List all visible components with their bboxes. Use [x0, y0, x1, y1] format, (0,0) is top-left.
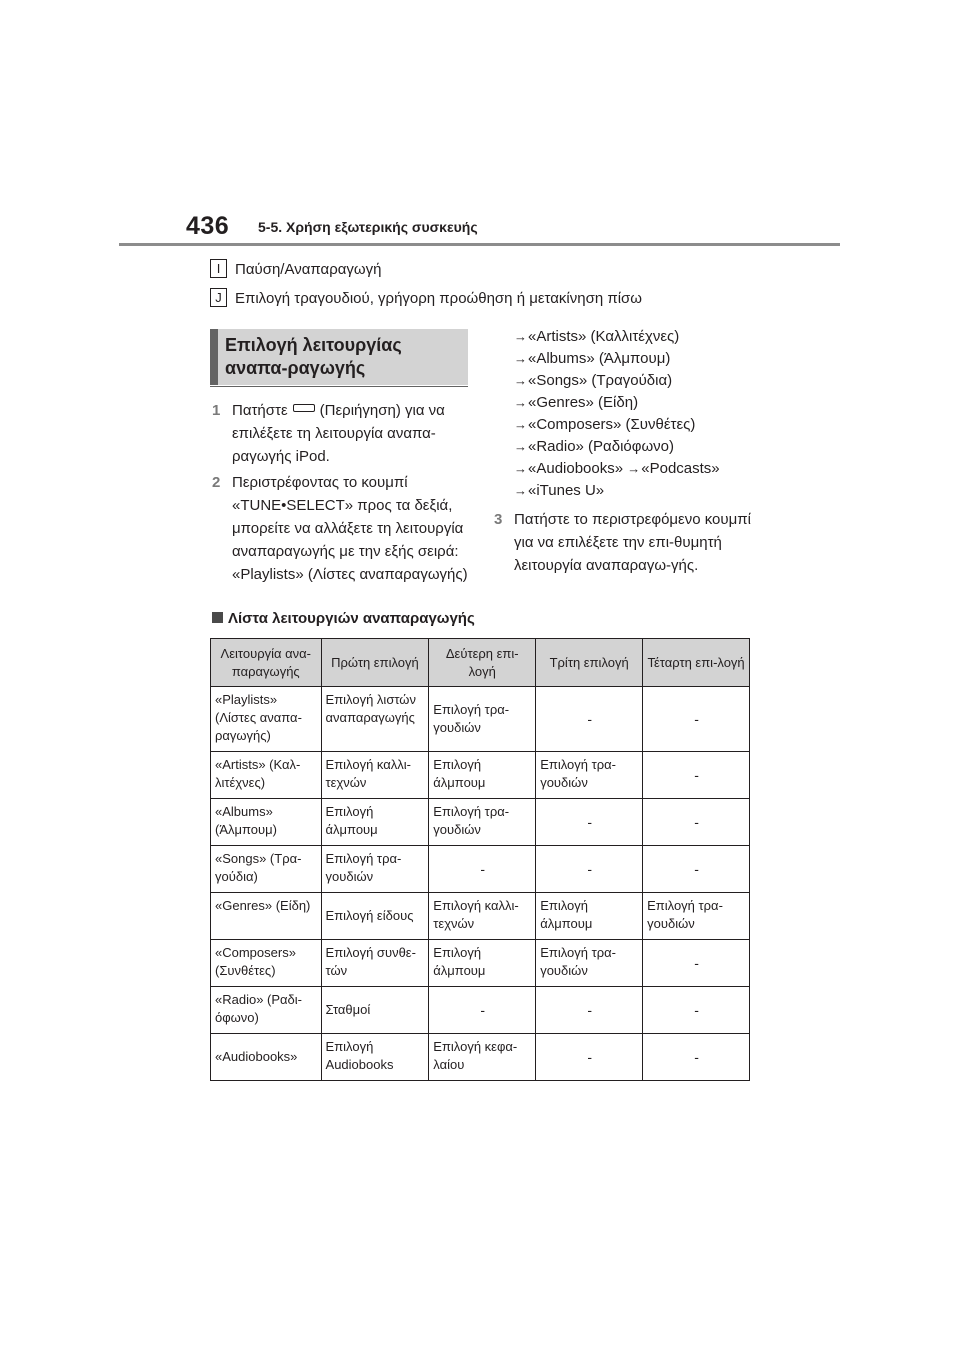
table-cell: Επιλογή καλλι-τεχνών	[429, 893, 536, 940]
column-header: Πρώτη επιλογή	[321, 639, 429, 687]
arrow-icon: →	[514, 483, 527, 498]
order-item: →«Audiobooks» →«Podcasts»	[514, 460, 720, 477]
table-cell: Επιλογή τρα-γουδιών	[536, 752, 643, 799]
table-row	[211, 893, 750, 940]
square-bullet-icon	[212, 612, 223, 623]
table-cell: Επιλογή λιστών αναπαραγωγής	[321, 687, 429, 752]
page-number: 436	[186, 212, 230, 240]
order-item: →«Radio» (Ραδιόφωνο)	[514, 438, 675, 455]
step-text: Περιστρέφοντας το κουμπί «TUNE•SELECT» προς τα δεξιά, μπορείτε να αλλάξετε τη λειτουργία αναπαραγωγής με την εξής σειρά: «Playlists» (Λίστες αναπαραγωγής)	[232, 474, 468, 583]
order-item: →«iTunes U»	[514, 482, 605, 499]
callout-label-j: J	[210, 288, 227, 307]
table-row	[211, 799, 750, 846]
legend-item-pause	[210, 259, 381, 278]
section-heading-box	[210, 329, 468, 385]
table-row	[211, 940, 750, 987]
table-cell: Επιλογή καλλι-τεχνών	[321, 752, 429, 799]
browse-button-icon	[293, 404, 315, 412]
arrow-icon: →	[514, 373, 527, 388]
arrow-icon: →	[514, 417, 527, 432]
column-header: Τρίτη επιλογή	[536, 639, 643, 687]
table-cell: Επιλογή τρα-γουδιών	[429, 687, 536, 752]
table-cell: Επιλογή κεφα-λαίου	[429, 1034, 536, 1081]
callout-label-i: I	[210, 259, 227, 278]
table-cell: Επιλογή τρα-γουδιών	[643, 893, 750, 940]
table-cell: -	[429, 987, 536, 1034]
table-row	[211, 846, 750, 893]
table-row	[211, 687, 750, 752]
table-cell: «Composers» (Συνθέτες)	[211, 940, 322, 987]
table-header-row	[211, 639, 750, 687]
order-item: →«Composers» (Συνθέτες)	[514, 416, 696, 433]
table-cell: Επιλογή συνθε-τών	[321, 940, 429, 987]
arrow-icon: →	[514, 461, 527, 476]
table-cell: «Genres» (Είδη)	[211, 893, 322, 940]
step-1	[212, 399, 472, 468]
step-number: 3	[494, 511, 503, 528]
step-3	[494, 508, 754, 577]
step-text: Πατήστε το περιστρεφόμενο κουμπί για να επιλέξετε την επι-θυμητή λειτουργία αναπαραγω-γής.	[514, 511, 751, 574]
table-row	[211, 987, 750, 1034]
order-item: →«Genres» (Είδη)	[514, 394, 639, 411]
legend-text: Επιλογή τραγουδιού, γρήγορη προώθηση ή μετακίνηση πίσω	[235, 290, 643, 307]
step-number: 1	[212, 402, 221, 419]
table-cell: Επιλογή άλμπουμ	[321, 799, 429, 846]
table-row	[211, 752, 750, 799]
heading-accent-bar	[210, 329, 218, 385]
legend-text: Παύση/Αναπαραγωγή	[235, 261, 382, 278]
table-cell: -	[536, 1034, 643, 1081]
order-item: →«Artists» (Καλλιτέχνες)	[514, 328, 680, 345]
step-text: Πατήστε	[232, 402, 288, 419]
table-cell: -	[536, 846, 643, 893]
table-cell: Επιλογή τρα-γουδιών	[321, 846, 429, 893]
table-cell: -	[536, 987, 643, 1034]
table-row	[211, 1034, 750, 1081]
table-cell: Επιλογή άλμπουμ	[429, 752, 536, 799]
step-2	[212, 471, 472, 586]
column-header: Δεύτερη επι-λογή	[429, 639, 536, 687]
table-cell: -	[643, 940, 750, 987]
table-cell: Σταθμοί	[321, 987, 429, 1034]
mode-order-list	[514, 326, 720, 502]
table-cell: «Playlists» (Λίστες αναπα-ραγωγής)	[211, 687, 322, 752]
table-cell: Επιλογή τρα-γουδιών	[429, 799, 536, 846]
step-text: (Περιήγηση) για να επιλέξετε τη λειτουργία αναπα-ραγωγής iPod.	[232, 402, 445, 465]
table-cell: -	[536, 687, 643, 752]
table-cell: -	[536, 799, 643, 846]
table-cell: Επιλογή Audiobooks	[321, 1034, 429, 1081]
table-cell: «Albums» (Άλμπουμ)	[211, 799, 322, 846]
table-cell: -	[643, 1034, 750, 1081]
table-cell: «Audiobooks»	[211, 1034, 322, 1081]
table-cell: Επιλογή άλμπουμ	[536, 893, 643, 940]
column-header: Λειτουργία ανα-παραγωγής	[211, 639, 322, 687]
heading-underline	[210, 386, 468, 387]
table-cell: «Radio» (Ραδι-όφωνο)	[211, 987, 322, 1034]
table-cell: Επιλογή είδους	[321, 893, 429, 940]
table-cell: -	[643, 687, 750, 752]
table-cell: -	[643, 752, 750, 799]
column-header: Τέταρτη επι-λογή	[643, 639, 750, 687]
arrow-icon: →	[627, 461, 641, 476]
section-heading: Επιλογή λειτουργίας αναπα-ραγωγής	[225, 335, 402, 378]
table-cell: Επιλογή άλμπουμ	[429, 940, 536, 987]
table-cell: Επιλογή τρα-γουδιών	[536, 940, 643, 987]
table-cell: -	[643, 799, 750, 846]
step-number: 2	[212, 474, 221, 491]
table-heading: Λίστα λειτουργιών αναπαραγωγής	[212, 610, 475, 627]
order-item: →«Albums» (Άλμπουμ)	[514, 350, 671, 367]
header-rule	[119, 243, 840, 246]
arrow-icon: →	[514, 351, 527, 366]
table-cell: -	[643, 846, 750, 893]
section-title: 5-5. Χρήση εξωτερικής συσκευής	[258, 219, 478, 235]
legend-item-track-select	[210, 288, 642, 307]
order-item: →«Songs» (Τραγούδια)	[514, 372, 673, 389]
arrow-icon: →	[514, 439, 527, 454]
table-cell: «Songs» (Τρα-γούδια)	[211, 846, 322, 893]
table-cell: «Artists» (Καλ-λιτέχνες)	[211, 752, 322, 799]
table-cell: -	[429, 846, 536, 893]
playback-modes-table	[210, 638, 750, 1081]
table-cell: -	[643, 987, 750, 1034]
arrow-icon: →	[514, 329, 527, 344]
arrow-icon: →	[514, 395, 527, 410]
